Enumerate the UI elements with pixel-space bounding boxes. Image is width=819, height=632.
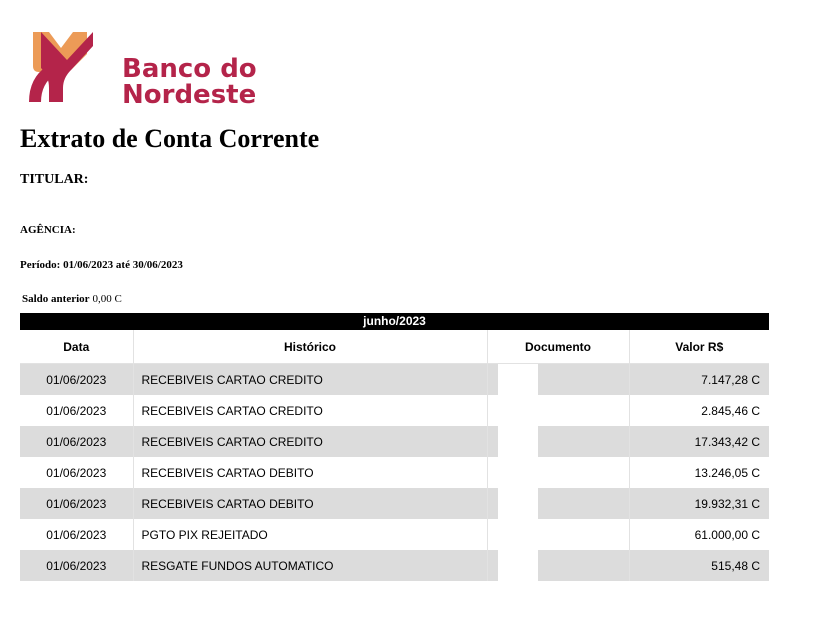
row-date: 01/06/2023 [46, 403, 107, 418]
table-row [20, 550, 769, 581]
row-value: 19.932,31 C [629, 488, 769, 519]
previous-balance [22, 293, 122, 305]
row-document [487, 550, 629, 581]
table-header-row [20, 330, 769, 364]
page-title: Extrato de Conta Corrente [20, 124, 320, 153]
row-date: 01/06/2023 [20, 550, 133, 581]
previous-balance-value: 0,00 C [92, 293, 122, 305]
row-document [487, 457, 629, 488]
row-date: 01/06/2023 [46, 527, 107, 542]
row-history: RECEBIVEIS CARTAO DEBITO [133, 488, 487, 519]
row-value: 17.343,42 C [629, 426, 769, 457]
table-row [20, 488, 769, 519]
row-history: RESGATE FUNDOS AUTOMATICO [133, 550, 487, 581]
column-header-history: Histórico [133, 330, 487, 364]
table-row [20, 457, 769, 488]
statement-table [20, 313, 769, 581]
row-document [487, 488, 629, 519]
bank-name-line1: Banco do [122, 54, 257, 84]
row-date: 01/06/2023 [20, 488, 133, 519]
table-row [20, 395, 769, 426]
previous-balance-label: Saldo anterior [22, 293, 90, 305]
row-date: 01/06/2023 [20, 426, 133, 457]
row-document [487, 395, 629, 426]
row-history: RECEBIVEIS CARTAO CREDITO [133, 364, 487, 396]
bank-name-line2: Nordeste [122, 80, 257, 110]
row-date: 01/06/2023 [46, 465, 107, 480]
row-history: RECEBIVEIS CARTAO DEBITO [133, 457, 487, 488]
column-header-document: Documento [487, 330, 629, 364]
row-value: 61.000,00 C [629, 519, 769, 550]
table-row [20, 364, 769, 396]
month-header: junho/2023 [20, 313, 769, 330]
row-value: 515,48 C [629, 550, 769, 581]
table-row [20, 519, 769, 550]
table-row [20, 426, 769, 457]
row-value: 2.845,46 C [629, 395, 769, 426]
row-value: 13.246,05 C [629, 457, 769, 488]
bank-logo-icon [27, 26, 97, 104]
column-header-value: Valor R$ [629, 330, 769, 364]
row-history: PGTO PIX REJEITADO [133, 519, 487, 550]
row-document [487, 364, 629, 396]
period-label: Período: 01/06/2023 até 30/06/2023 [20, 259, 183, 271]
row-value: 7.147,28 C [629, 364, 769, 396]
titular-label: TITULAR: [20, 172, 89, 187]
row-document [487, 426, 629, 457]
bank-name [122, 56, 257, 108]
bank-logo [27, 26, 257, 110]
agencia-label: AGÊNCIA: [20, 224, 76, 236]
row-date: 01/06/2023 [20, 364, 133, 396]
row-history: RECEBIVEIS CARTAO CREDITO [133, 426, 487, 457]
row-document [487, 519, 629, 550]
row-history: RECEBIVEIS CARTAO CREDITO [133, 395, 487, 426]
column-header-date: Data [20, 330, 133, 364]
